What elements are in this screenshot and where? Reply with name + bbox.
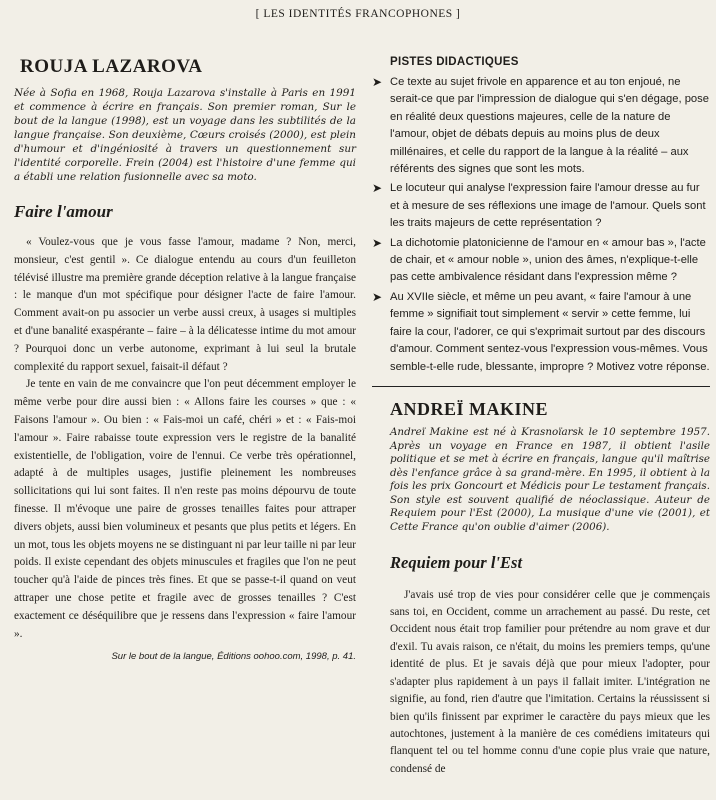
pistes-list xyxy=(372,74,710,376)
right-column xyxy=(372,56,710,778)
paragraph-2: Je tente en vain de me convaincre que l'on peut décemment employer le même verbe pour dire aussi bien : « Allons faire les courses » que : « Faisons l'amour ». Ou bien : « Fais-moi un café, chéri » et : « Fais-moi l'amour ». Faire rabaisse toute expression vers le registre de la banalité existentielle, de l'obligation, voire de l'ennui. Ce verbe très opérationnel, adapté à de multiples usages, justifie pleinement les nombreuses sollicitations qui lui sont faites. Il n'en reste pas moins dépourvu de toute finesse. Il m'évoque une paire de grosses tenailles faites pour attraper divers objets, aussi bien volumineux et pesants que plus petits et légers. En un mot, tous les objets moyens ne se distinguant ni par leur taille ni par leur poids. Il existe cependant des objets minuscules et fragiles que l'on ne peut toucher qu'à l'aide de pinces très fines. Et que se passe-t-il quand on veut attraper une chose petite et fragile avec de grosses tenailles ? C'est exactement ce déséquilibre que je ressens dans l'expression « faire l'amour ». xyxy=(14,378,356,640)
list-item xyxy=(372,289,710,376)
list-item xyxy=(372,74,710,178)
running-header: [ LES IDENTITÉS FRANCOPHONES ] xyxy=(255,8,461,20)
piste-text: Ce texte au sujet frivole en apparence et au ton enjoué, ne serait-ce que par l'impression de dialogue qui s'en dégage, pose en réalité deux questions majeures, celle de la nature de l'amour, objet de débats depuis au moins plus de deux millénaires, et celle du rapport de la langue à la réalité – aux référents des signes que sont les mots. xyxy=(390,76,709,176)
excerpt-body-makine: J'avais usé trop de vies pour considérer celle que je commençais sans toi, en Occident, comme un arrachement au passé. Du reste, cet Occident nous était trop familier pour prétendre au nom grave et dur d'exil. Tu avais raison, ce n'était, du moins les premiers temps, qu'une identité de plus. Et je savais déjà que pour mieux l'adopter, pour s'adapter plus rapidement à un pays il fallait imiter. L'intégration ne signifie, au fond, rien d'autre que l'imitation. Certains la réussissent si bien qu'ils finissent par exprimer le caractère du pays mieux que les autochtones, justement à la manière de ces comédiens imitateurs qui flanquent tel ou tel homme connu d'une copie plus vraie que nature, condensé de xyxy=(390,588,710,775)
source-citation: Sur le bout de la langue, Éditions oohoo.com, 1998, p. 41. xyxy=(111,651,356,663)
arrow-bullet-icon: ➤ xyxy=(372,289,383,304)
author-bio-lazarova: Née à Sofia en 1968, Rouja Lazarova s'installe à Paris en 1991 et commence à écrire en français. Son premier roman, Sur le bout de la langue (1998), est un voyage dans les subtilités de la langue française. Son deuxième, Cœurs croisés (2000), est plein d'humour et d'ingéniosité à travers un questionnement sur l'identité corporelle. Frein (2004) est l'histoire d'une femme qui a établi une relation fusionnelle avec sa moto. xyxy=(14,87,356,183)
list-item xyxy=(372,235,710,287)
excerpt-body xyxy=(14,234,356,643)
text-title-faire-lamour: Faire l'amour xyxy=(14,202,113,221)
pistes-didactiques-title: PISTES DIDACTIQUES xyxy=(390,56,519,68)
author-name-makine: ANDREÏ MAKINE xyxy=(390,398,549,419)
author-name-lazarova: ROUJA LAZAROVA xyxy=(20,56,203,77)
piste-text: La dichotomie platonicienne de l'amour en « amour bas », l'acte de chair, et « amour noble », union des âmes, n'explique-t-elle pas cette ambivalence résidant dans l'expression même ? xyxy=(390,236,706,284)
section-divider xyxy=(372,386,710,387)
author-bio-makine: Andreï Makine est né à Krasnoïarsk le 10 septembre 1957. Après un voyage en France en 1987, il obtient l'asile politique et se met à écrire en français, langue qu'il maîtrise dès l'enfance grâce à sa grand-mère. En 1995, il obtient à la fois les prix Goncourt et Médicis pour Le testament français. Son style est souvent qualifié de néoclassique. Auteur de Requiem pour l'Est (2000), La musique d'une vie (2001), et Cette France qu'on oublie d'aimer (2006). xyxy=(390,425,710,534)
left-column xyxy=(6,56,356,662)
arrow-bullet-icon: ➤ xyxy=(372,75,383,89)
arrow-bullet-icon: ➤ xyxy=(372,181,383,196)
paragraph-1: « Voulez-vous que je vous fasse l'amour, madame ? Non, merci, monsieur, c'est gentil ». Ce dialogue entendu au cours d'un feuilleton télévisé illustre ma première grande déception relative à la langue française : le manque d'un mot spécifique pour désigner l'acte de faire l'amour. Comment avait-on pu associer un verbe aussi creux, à usages si multiples et d'une banalité exaspérante – faire – à la délicatesse intime du mot amour ? Pourquoi donc un verbe autonome, exprimant à lui seul la brutale complexité du rapport sexuel, faisait-il défaut ? xyxy=(14,236,356,373)
text-title-requiem: Requiem pour l'Est xyxy=(390,552,523,572)
piste-text: Le locuteur qui analyse l'expression faire l'amour dresse au fur et à mesure de ses réflexions une image de l'amour. Quels sont les traits majeurs de cette représentation ? xyxy=(390,182,706,230)
list-item xyxy=(372,180,710,232)
arrow-bullet-icon: ➤ xyxy=(372,235,383,250)
piste-text: Au XVIIe siècle, et même un peu avant, « faire l'amour à une femme » signifiait tout simplement « servir » cette femme, lui faire la cour, l'adorer, ce qui s'exprimait surtout par des discours d'amour. Comment sentez-vous l'expression vous-mêmes. Vous semble-t-elle rude, blessante, impropre ? Motivez votre réponse. xyxy=(390,290,710,373)
